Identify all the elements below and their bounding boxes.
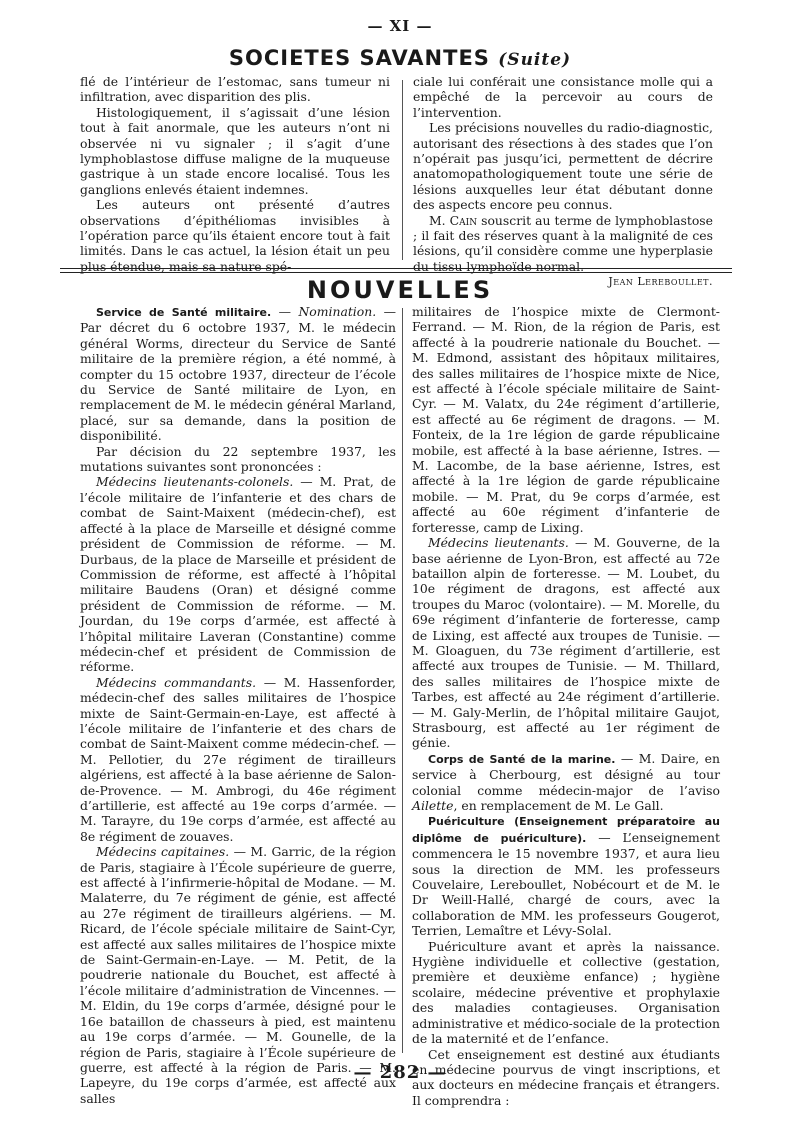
rank-heading: Médecins capitaines. [96, 844, 230, 860]
rubric-subtitle: — Nomination. [271, 304, 377, 319]
nouvelles-left-column [80, 304, 396, 1106]
paragraph: Par décision du 22 septembre 1937, les mutations suivantes sont prononcées : [80, 443, 396, 475]
paragraph [80, 474, 396, 674]
page-number: — 282 — [353, 1062, 447, 1083]
paragraph: Les précisions nouvelles du radio-diagnostic, autorisant des résections à des stades que l’on n’opérait pas jusqu’ici, permettent de décrire anatomopathologiquement toute une série de lésions auxquelles leur état débutant donne des aspects encore peu connus. [413, 120, 713, 213]
top-right-column [413, 74, 713, 290]
paragraph-text: — M. Daire, en service à Cherbourg, est désigné au tour colonial comme médecin-major de l’aviso [412, 750, 720, 798]
ship-name: Ailette [412, 798, 454, 813]
paragraph-text: — M. Garric, de la région de Paris, stagiaire à l’École supérieure de guerre, est affecté à l’infirmerie-hôpital de Modane. — M. Malaterre, du 7e régiment de génie, est affecté au 27e régiment de tirailleurs algériens. — M. Ricard, de l’école spéciale militaire de Saint-Cyr, est affecté aux salles militaires de l’hospice mixte de Saint-Germain-en-Laye. — M. Petit, de la poudrerie nationale du Bouchet, est affecté à l’école militaire d’administration de Vincennes. — M. Eldin, du 19e corps d’armée, désigné pour le 16e bataillon de chasseurs à pied, est maintenu au 19e corps d’armée. — M. Gounelle, de la région de Paris, stagiaire à l’École supérieure de guerre, est affecté à la région de Paris. — M. Lapeyre, du 19e corps d’armée, est affecté aux salles [80, 844, 397, 1106]
top-left-column [80, 74, 390, 274]
nouvelles-heading: NOUVELLES [306, 276, 494, 304]
rubric-title: Service de Santé militaire. [96, 306, 272, 319]
section-title: SOCIETES SAVANTES [228, 46, 490, 70]
paragraph-text: — M. Prat, de l’école militaire de l’infanterie et des chars de combat de Saint-Maixent (médecin-chef), est affecté à la place de Marseille et désigné comme président de Commission de réforme. — M. Durbaus, de la place de Marseille et président de Commission de réforme, est affecté à l’hôpital militaire Baudens (Oran) et désigné comme président de Commission de réforme. — M. Jourdan, du 19e corps d’armée, est affecté à l’hôpital militaire Laveran (Constantine) comme médecin-chef et président de Commission de réforme. [80, 474, 396, 675]
paragraph: ciale lui conférait une consistance molle qui a empêché de la percevoir au cours de l’intervention. [413, 74, 713, 120]
section-suite: (Suite) [498, 50, 572, 70]
paragraph [80, 304, 396, 444]
paragraph [413, 213, 713, 275]
paragraph [412, 535, 720, 751]
paragraph-text: — L’enseignement commencera le 15 novembre 1937, et aura lieu sous la direction de MM. les professeurs Couvelaire, Lereboullet, Nobécourt et de M. le Dr Weill-Hallé, chargé de cours, avec la collaboration de MM. les professeurs Gougerot, Terrien, Lemaître et Lévy-Solal. [412, 829, 720, 939]
column-divider [402, 80, 403, 260]
cain-name: M. Cain [429, 212, 478, 228]
paragraph-text: — M. Gouverne, de la base aérienne de Lyon-Bron, est affecté au 72e bataillon alpin de forteresse. — M. Loubet, du 10e régiment de dragons, est affecté aux troupes du Maroc (volontaire). — M. Morelle, du 69e régiment d’infanterie de forteresse, camp de Lixing, est affecté aux troupes de Tunisie. — M. Gloaguen, du 73e régiment d’artillerie, est affecté aux troupes de Tunisie. — M. Thillard, des salles militaires de l’hospice mixte de Tarbes, est affecté au 24e régiment d’artillerie. — M. Galy-Merlin, de l’hôpital militaire Gaujot, Strasbourg, est affecté au 1er régiment de génie. [412, 535, 721, 751]
rubric-title: Corps de Santé de la marine. [428, 752, 616, 766]
paragraph-text: — M. Hassenforder, médecin-chef des salles militaires de l’hospice mixte de Saint-Germain-en-Laye, est affecté à l’école militaire de l’infanterie et des chars de combat de Saint-Maixent comme médecin-chef. — M. Pellotier, du 27e régiment de tirailleurs algériens, est affecté à la base aérienne de Salon-de-Provence. — M. Ambrogi, du 46e régiment d’artillerie, est affecté au 19e corps d’armée. — M. Tarayre, du 19e corps d’armée, est affecté au 8e régiment de zouaves. [80, 674, 396, 844]
author-signature: Jean Lereboullet. [608, 275, 713, 289]
rank-heading: Médecins lieutenants-colonels. [96, 474, 294, 490]
rank-heading: Médecins commandants. [96, 674, 257, 690]
paragraph [412, 751, 720, 814]
paragraph [412, 813, 720, 938]
paragraph: flé de l’intérieur de l’estomac, sans tumeur ni infiltration, avec disparition des plis. [80, 74, 390, 105]
nouvelles-right-column [412, 304, 720, 1108]
paragraph: militaires de l’hospice mixte de Clermont-Ferrand. — M. Rion, de la région de Paris, est affecté à la poudrerie nationale du Bouchet. — M. Edmond, assistant des hôpitaux militaires, des salles militaires de l’hospice mixte de Nice, est affecté à l’école spéciale militaire de Saint-Cyr. — M. Valatx, du 24e régiment d’artillerie, est affecté au 6e régiment de dragons. — M. Fonteix, de la 1re légion de garde républicaine mobile, est affecté à la base aérienne, Istres. — M. Lacombe, de la base aérienne, Istres, est affecté à la 1re légion de garde républicaine mobile. — M. Prat, du 9e corps d’armée, est affecté au 60e régiment d’infanterie de forteresse, camp de Lixing. [412, 304, 720, 535]
cain-text: souscrit au terme de lymphoblastose ; il fait des réserves quant à la malignité de ces lésions, qu’il considère comme une hyperplasie du tissu lymphoïde normal. [413, 212, 713, 274]
column-divider [402, 308, 403, 1053]
roman-folio: — XI — [367, 17, 433, 35]
rank-heading: Médecins lieutenants. [428, 535, 569, 551]
paragraph [80, 675, 396, 844]
section-heading [0, 46, 800, 70]
paragraph-text: — Par décret du 6 octobre 1937, M. le médecin général Worms, directeur du Service de Santé militaire de la première région, a été nommé, à compter du 15 octobre 1937, directeur de l’école du Service de Santé militaire de Lyon, en remplacement de M. le médecin général Marland, placé, sur sa demande, dans la position de disponibilité. [80, 304, 396, 444]
paragraph: Les auteurs ont présenté d’autres observations d’épithéliomas invisibles à l’opération parce qu’ils étaient encore tout à fait limités. Dans le cas actuel, la lésion était un peu plus étendue, mais sa nature spé- [80, 197, 390, 274]
paragraph-text: , en remplacement de M. Le Gall. [453, 798, 664, 813]
section-rule [60, 268, 732, 269]
paragraph: Puériculture avant et après la naissance. Hygiène individuelle et collective (gestation, première et deuxième enfance) ; hygiène scolaire, médecine préventive et prophylaxie des maladies contagieuses. Organisation administrative et médico-sociale de la protection de la maternité et de l’enfance. [412, 938, 720, 1047]
paragraph: Cet enseignement est destiné aux étudiants en médecine pourvus de vingt inscriptions, et aux docteurs en médecine français et étrangers. Il comprendra : [412, 1046, 720, 1108]
section-rule-thin [60, 272, 732, 273]
rubric-title: Puériculture (Enseignement préparatoire au diplôme de puériculture). [412, 815, 720, 845]
paragraph: Histologiquement, il s’agissait d’une lésion tout à fait anormale, que les auteurs n’ont ni observée ni vu signaler ; il s’agit d’une lymphoblastose diffuse maligne de la muqueuse gastrique à un stade encore localisé. Tous les ganglions enlevés étaient indemnes. [80, 104, 390, 197]
